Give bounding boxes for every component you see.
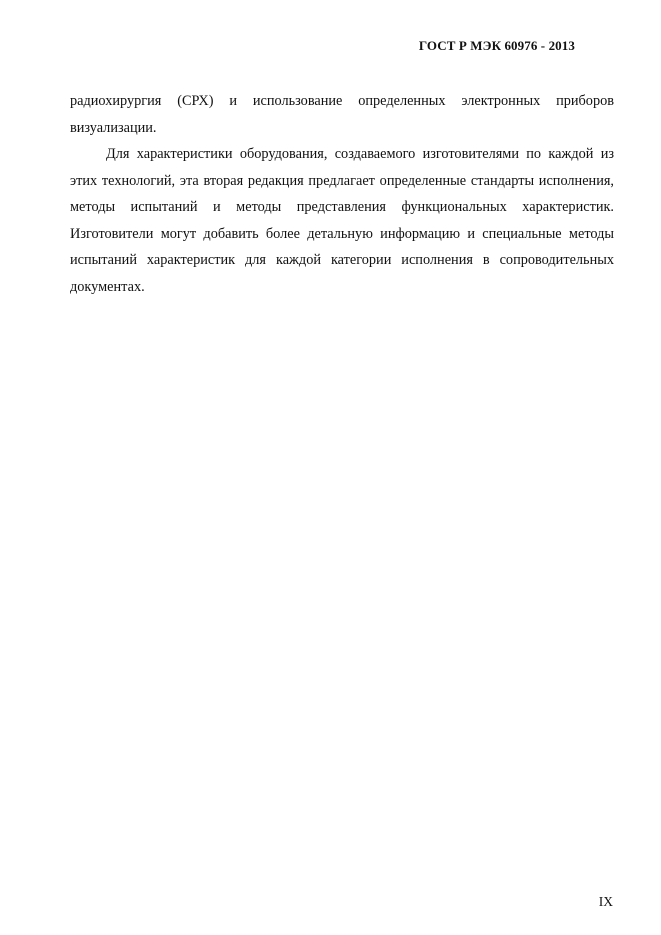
document-code-header: ГОСТ Р МЭК 60976 - 2013 [418,38,575,53]
page-number: IX [598,894,613,909]
paragraph: Для характеристики оборудования, создаваемого изготовителями по каждой из этих технологий, эта вторая редакция предлагает определенные стандарты исполнения, методы испытаний и методы представления функциональных характеристик. Изготовители могут добавить более детальную информацию и специальные методы испытаний характеристик для каждой категории исполнения в сопроводительных документах. [70,146,614,295]
paragraph-continuation: радиохирургия (СРХ) и использование определенных электронных приборов визуализации. [70,93,614,136]
document-body [70,88,614,300]
